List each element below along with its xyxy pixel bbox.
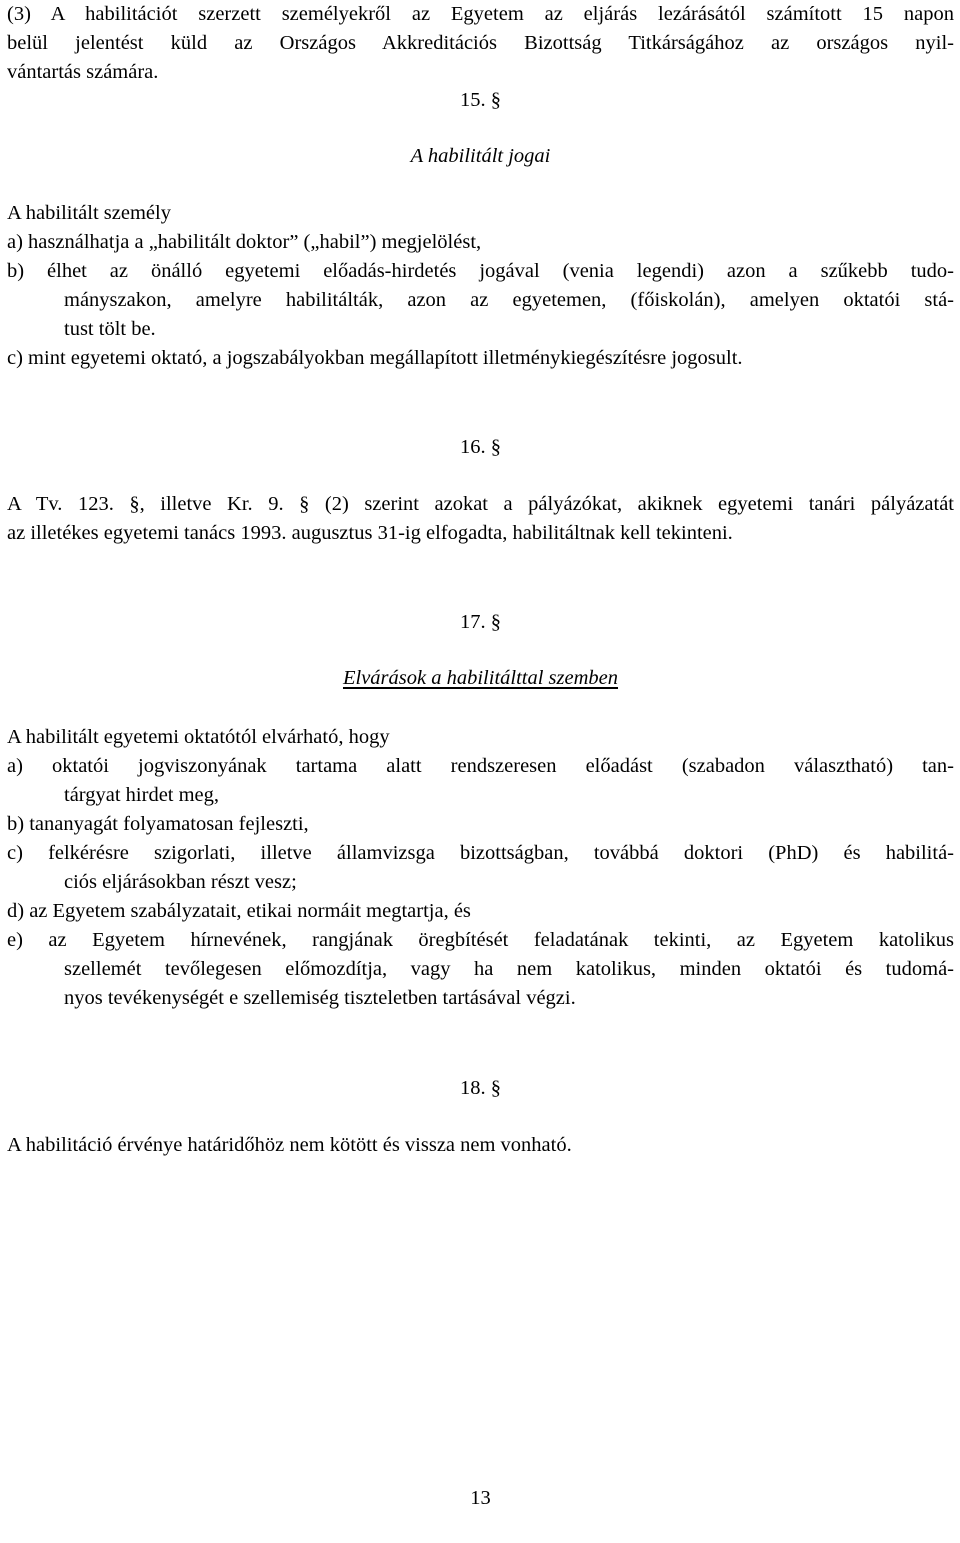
section-16-line-2: az illetékes egyetemi tanács 1993. augusztus 31-ig elfogadta, habilitáltnak kell tekinteni. — [7, 522, 733, 544]
paragraph-3-line-2: belül jelentést küld az Országos Akkreditációs Bizottság Titkárságához az országos nyil- — [7, 32, 954, 54]
list-item-e-line-2: szellemét tevőlegesen előmozdítja, vagy ha nem katolikus, minden oktatói és tudomá- — [64, 958, 954, 980]
section-16-line-1: A Tv. 123. §, illetve Kr. 9. § (2) szerint azokat a pályázókat, akiknek egyetemi tanári pályázatát — [7, 493, 954, 515]
section-17-intro: A habilitált egyetemi oktatótól elvárható, hogy — [7, 726, 390, 748]
section-16-number: 16. § — [460, 436, 501, 458]
list-item-b-line-3: tust tölt be. — [64, 318, 156, 340]
list-item-c-line-1: c) felkérésre szigorlati, illetve államvizsga bizottságban, továbbá doktori (PhD) és habilitá- — [7, 842, 954, 864]
section-16-text — [7, 490, 954, 548]
section-15-title: A habilitált jogai — [410, 145, 551, 167]
paragraph-3 — [7, 0, 954, 87]
list-item-c-line-2: ciós eljárásokban részt vesz; — [64, 871, 297, 893]
list-item-c: c) mint egyetemi oktató, a jogszabályokban megállapított illetménykiegészítésre jogosult. — [7, 347, 743, 369]
section-15-intro: A habilitált személy — [7, 202, 171, 224]
list-item-d: d) az Egyetem szabályzatait, etikai normáit megtartja, és — [7, 900, 471, 922]
list-item-a-line-2: tárgyat hirdet meg, — [64, 784, 220, 806]
section-17-list — [7, 752, 954, 1013]
paragraph-3-line-1: (3) A habilitációt szerzett személyekről az Egyetem az eljárás lezárásától számított 15 napon — [7, 3, 954, 25]
section-17-title-wrap — [7, 664, 954, 693]
list-item-e-line-3: nyos tevékenységét e szellemiség tiszteletben tartásával végzi. — [64, 987, 576, 1009]
list-item-a-line-1: a) oktatói jogviszonyának tartama alatt rendszeresen előadást (szabadon választható) tan- — [7, 755, 954, 777]
list-item-e-line-1: e) az Egyetem hírnevének, rangjának öregbítését feladatának tekinti, az Egyetem katolikus — [7, 929, 954, 951]
list-item-a: a) használhatja a „habilitált doktor” („habil”) megjelölést, — [7, 231, 482, 253]
section-17-title: Elvárások a habilitálttal szemben — [342, 667, 619, 689]
list-item-b-line-2: mányszakon, amelyre habilitálták, azon az egyetemen, (főiskolán), amelyen oktatói stá- — [64, 289, 954, 311]
section-18-text: A habilitáció érvénye határidőhöz nem kötött és vissza nem vonható. — [7, 1134, 572, 1156]
paragraph-3-line-3: vántartás számára. — [7, 61, 159, 83]
list-item-b: b) tananyagát folyamatosan fejleszti, — [7, 813, 309, 835]
list-item-b-line-1: b) élhet az önálló egyetemi előadás-hirdetés jogával (venia legendi) azon a szűkebb tudo- — [7, 260, 954, 282]
section-18-number: 18. § — [460, 1077, 501, 1099]
section-15-number: 15. § — [460, 89, 501, 111]
section-17-number: 17. § — [460, 611, 501, 633]
page-number: 13 — [470, 1487, 491, 1509]
section-15-list — [7, 228, 954, 373]
